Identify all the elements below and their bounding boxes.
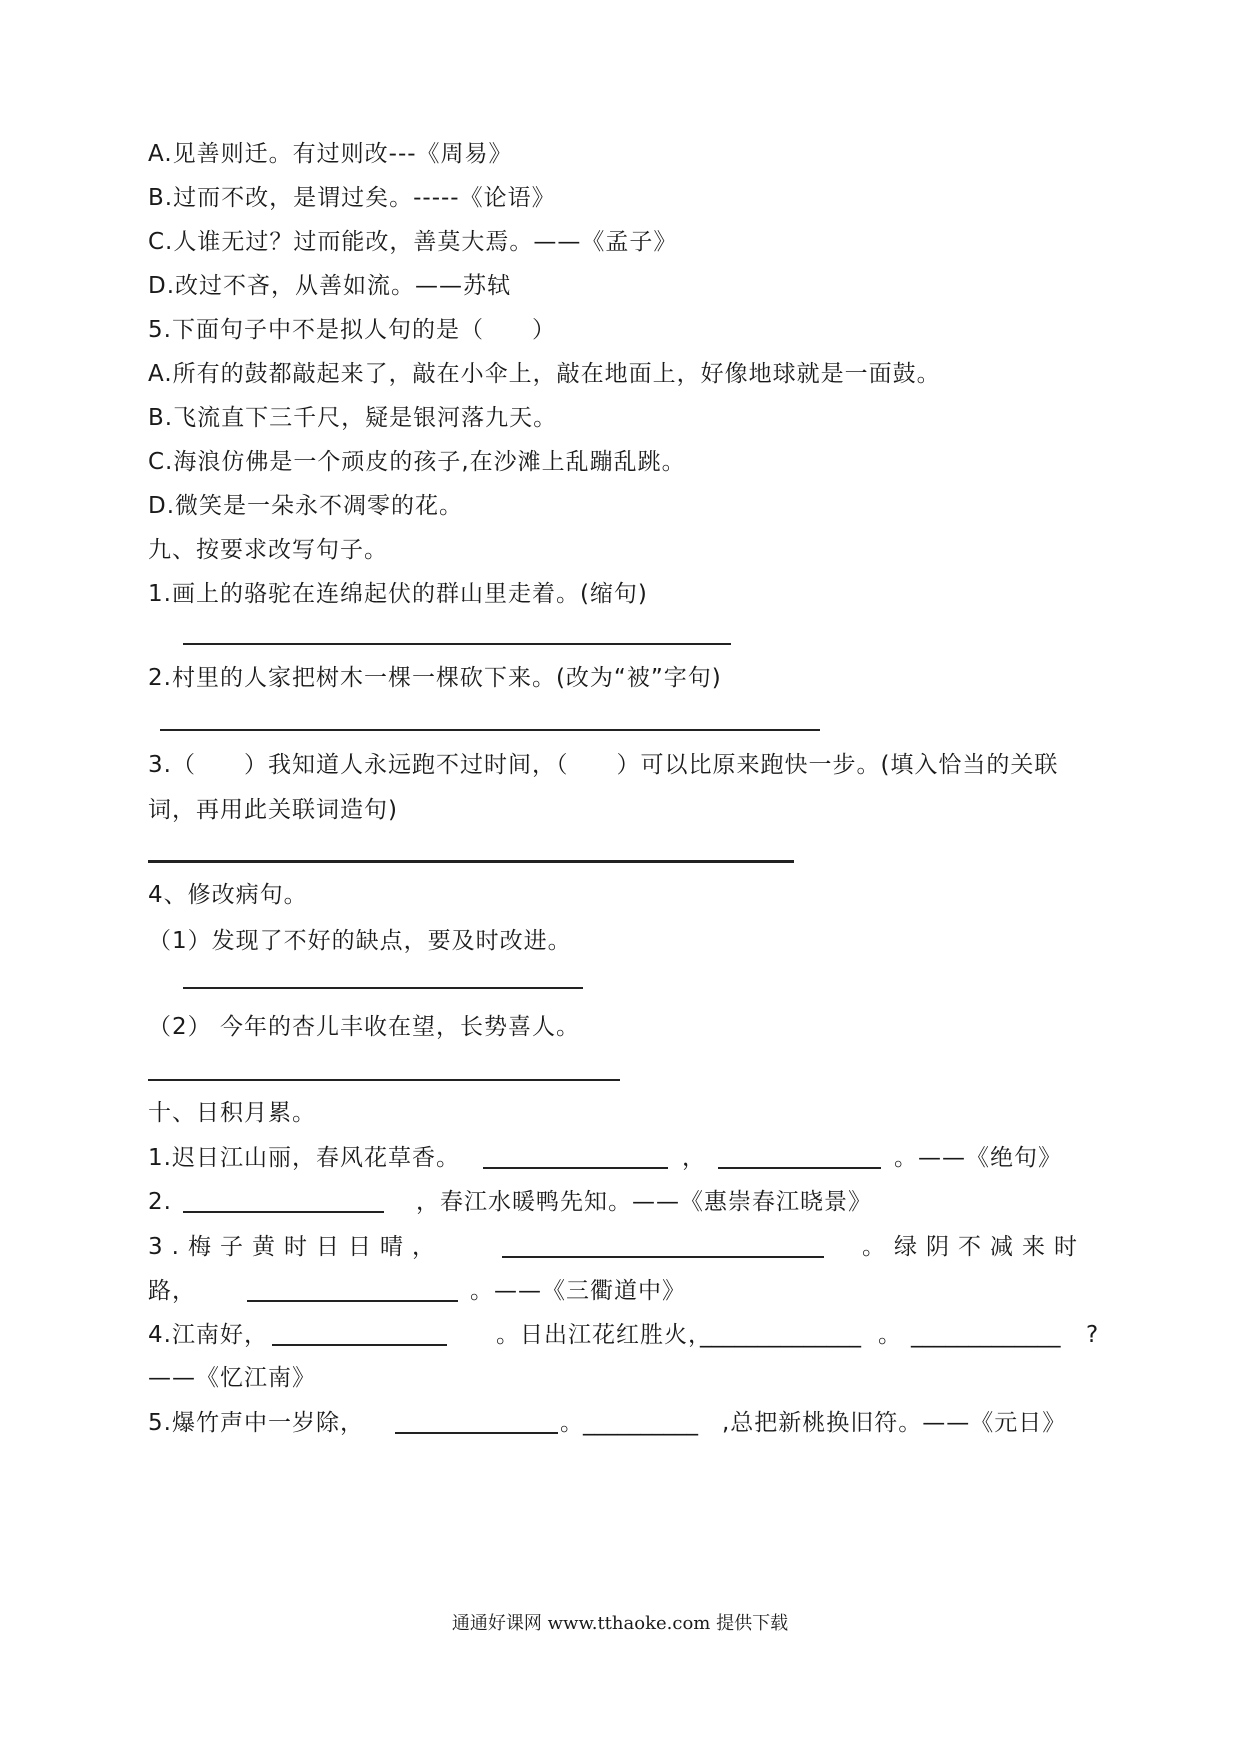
s9-q3-answer-line[interactable]	[148, 860, 794, 863]
option-b: B.过而不改，是谓过矣。-----《论语》	[148, 185, 556, 211]
q5-option-c: C.海浪仿佛是一个顽皮的孩子,在沙滩上乱蹦乱跳。	[148, 449, 686, 475]
s9-q4-1-answer-line[interactable]	[183, 987, 583, 989]
s9-question-1: 1.画上的骆驼在连绵起伏的群山里走着。(缩句)	[148, 581, 648, 607]
s10-q1-blank-1[interactable]	[483, 1167, 668, 1169]
s10-q2-text: ，春江水暖鸭先知。——《惠崇春江晓景》	[416, 1189, 872, 1215]
s9-question-3-line1: 3.（ ）我知道人永远跑不过时间，（ ）可以比原来跑快一步。(填入恰当的关联	[148, 752, 1059, 778]
page-footer: 通通好课网 www.tthaoke.com 提供下载	[451, 1613, 789, 1634]
s10-q2-number: 2.	[148, 1189, 172, 1215]
s9-q1-answer-line[interactable]	[183, 643, 731, 645]
s10-q1-text: 1.迟日江山丽，春风花草香。	[148, 1145, 460, 1171]
option-d: D.改过不吝，从善如流。——苏轼	[148, 273, 512, 299]
q5-option-d: D.微笑是一朵永不凋零的花。	[148, 493, 464, 519]
s10-q5-blank-2[interactable]: __________	[583, 1410, 698, 1436]
s10-q3-blank-1[interactable]	[502, 1256, 824, 1258]
s9-question-4: 4、修改病句。	[148, 882, 308, 908]
s10-q3-text-2: 。绿阴不减来时	[862, 1234, 1086, 1260]
s10-q1-comma: ，	[682, 1145, 706, 1171]
section-9-title: 九、按要求改写句子。	[148, 537, 388, 563]
s10-q4-question-mark: ?	[1086, 1322, 1100, 1348]
s9-q4-item-1: （1）发现了不好的缺点，要及时改进。	[148, 928, 572, 954]
s10-q4-text-2: 。日出江花红胜火，	[496, 1322, 712, 1348]
s10-q2-blank[interactable]	[183, 1211, 384, 1213]
s9-q4-2-answer-line[interactable]	[148, 1079, 620, 1081]
s10-q4-text: 4.江南好，	[148, 1322, 268, 1348]
s10-q4-blank-3[interactable]: _____________	[911, 1322, 1061, 1348]
s10-q4-period: 。	[878, 1322, 902, 1348]
s10-q3-text: 3.梅子黄时日日晴，	[148, 1234, 444, 1260]
s10-q4-source: ——《忆江南》	[148, 1365, 316, 1391]
s10-q5-period: 。	[560, 1410, 584, 1436]
section-10-title: 十、日积月累。	[148, 1100, 316, 1126]
s9-question-2: 2.村里的人家把树木一棵一棵砍下来。(改为“被”字句)	[148, 665, 722, 691]
s9-q4-item-2: （2） 今年的杏儿丰收在望，长势喜人。	[148, 1014, 580, 1040]
s10-q3-blank-2[interactable]	[247, 1300, 458, 1302]
s10-q1-source: 。——《绝句》	[894, 1145, 1062, 1171]
s9-question-3-line2: 词，再用此关联词造句)	[148, 797, 398, 823]
q5-option-a: A.所有的鼓都敲起来了，敲在小伞上，敲在地面上，好像地球就是一面鼓。	[148, 361, 941, 387]
s10-q3-source: 。——《三衢道中》	[470, 1278, 686, 1304]
s10-q1-blank-2[interactable]	[718, 1167, 881, 1169]
q5-option-b: B.飞流直下三千尺，疑是银河落九天。	[148, 405, 558, 431]
s10-q4-blank-2[interactable]: ______________	[700, 1322, 861, 1348]
question-5: 5.下面句子中不是拟人句的是（ ）	[148, 317, 556, 343]
s9-q2-answer-line[interactable]	[160, 729, 820, 731]
s10-q3-line2-start: 路，	[148, 1278, 196, 1304]
s10-q5-text: 5.爆竹声中一岁除，	[148, 1410, 364, 1436]
s10-q5-source: ,总把新桃换旧符。——《元日》	[722, 1410, 1067, 1436]
s10-q4-blank-1[interactable]	[272, 1344, 447, 1346]
option-c: C.人谁无过？过而能改，善莫大焉。——《孟子》	[148, 229, 678, 255]
option-a: A.见善则迁。有过则改---《周易》	[148, 141, 513, 167]
s10-q5-blank-1[interactable]	[395, 1432, 558, 1434]
